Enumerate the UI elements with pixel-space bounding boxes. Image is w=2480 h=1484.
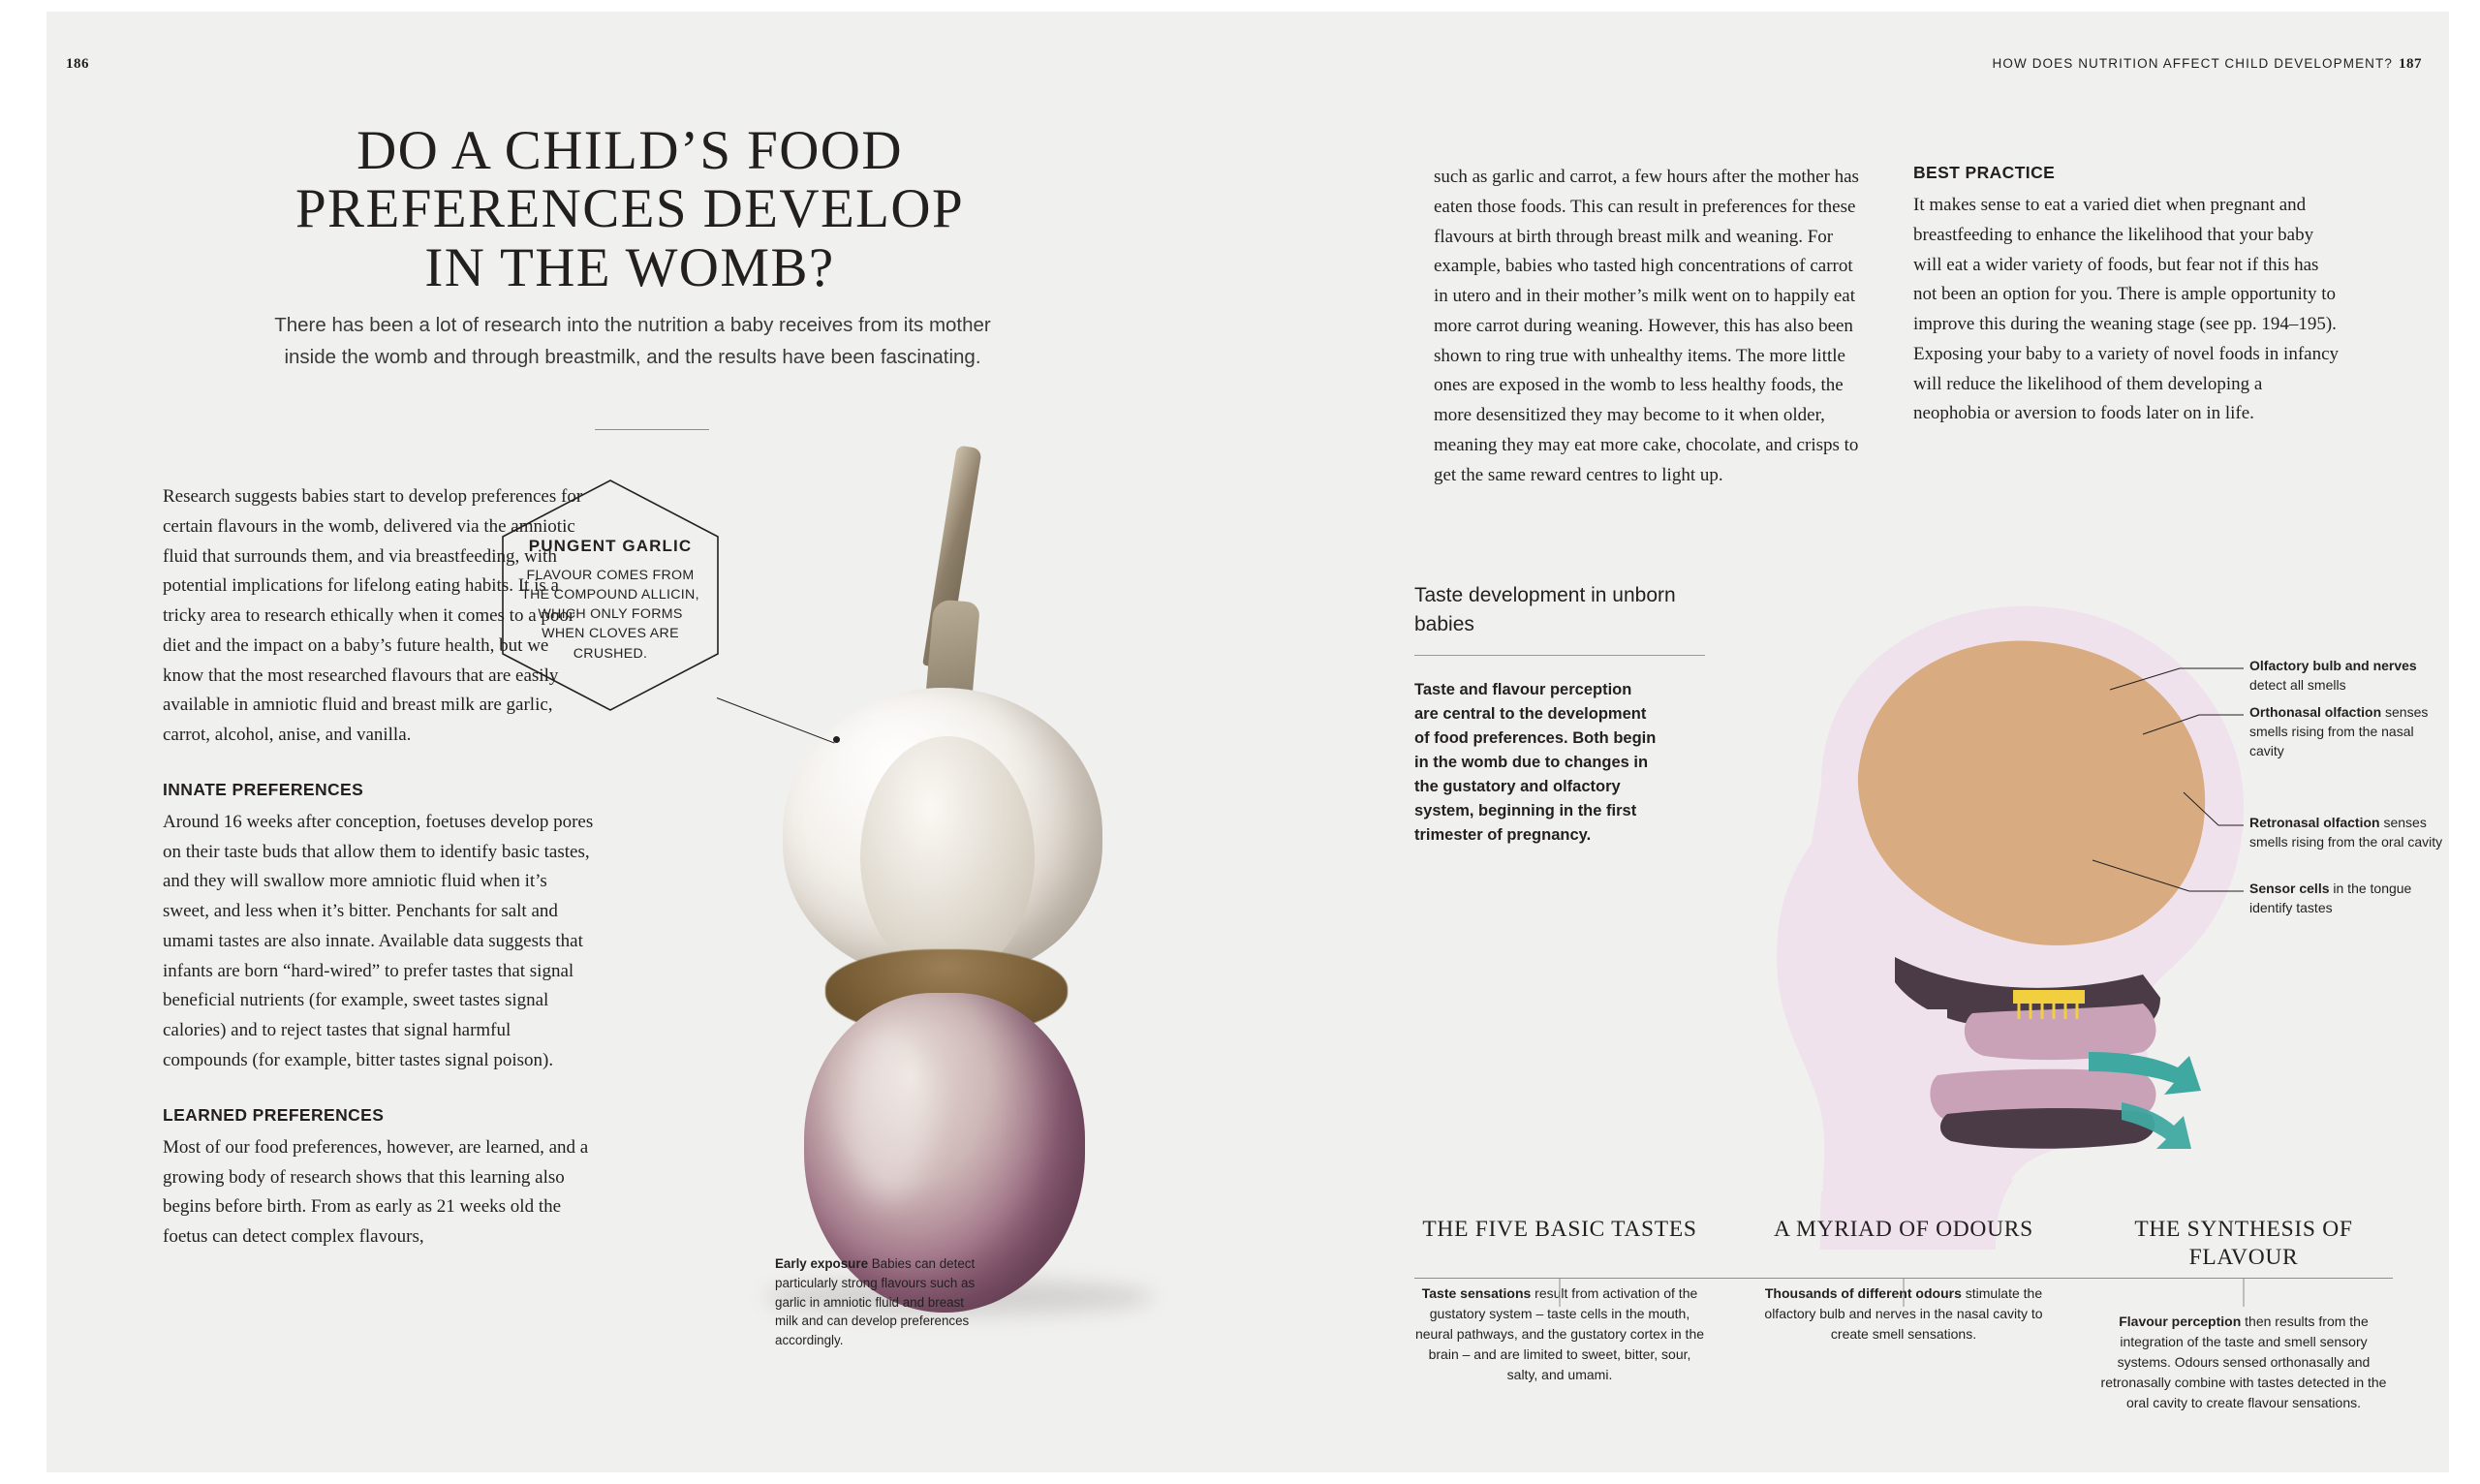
bottom-heading-2: A MYRIAD OF ODOURS	[1774, 1217, 2033, 1242]
right-column	[1913, 163, 2340, 429]
label-retronasal-rest: senses smells rising from the oral cavity	[2249, 815, 2443, 850]
callout-leader-dot	[833, 736, 840, 743]
bottom-text-2-rest: stimulate the olfactory bulb and nerves in the nasal cavity to create smell sensations.	[1764, 1285, 2043, 1343]
diagram-intro: Taste and flavour perception are central to the development of food preferences. Both begin in the womb due to changes in the gustatory and olfactory system, beginning in the first trimester of pregnancy.	[1414, 681, 1657, 845]
bottom-text-1-rest: result from activation of the gustatory system – taste cells in the mouth, neural pathways, and the gustatory cortex in the brain – and are limited to sweet, bitter, sour, salty, and umami.	[1414, 1285, 1705, 1383]
label-olfactory-bulb-rest: detect all smells	[2249, 676, 2346, 693]
running-head-text: HOW DOES NUTRITION AFFECT CHILD DEVELOPMENT?	[1992, 56, 2393, 71]
diagram-title: Taste development in unborn babies	[1414, 584, 1676, 635]
callout-title: PUNGENT GARLIC	[528, 537, 693, 555]
learned-preferences-paragraph: Most of our food preferences, however, are learned, and a growing body of research shows that this learning also begins before birth. From as early as 21 weeks old the foetus can detect complex flavours,	[163, 1136, 589, 1248]
best-practice-heading: BEST PRACTICE	[1913, 163, 2056, 182]
label-orthonasal-bold: Orthonasal olfaction	[2249, 704, 2382, 720]
label-sensor-cells-rest: in the tongue identify tastes	[2249, 881, 2412, 915]
page-title: DO A CHILD’S FOOD PREFERENCES DEVELOP IN THE WOMB?	[294, 120, 965, 298]
bottom-heading-3: THE SYNTHESIS OF FLAVOUR	[2134, 1217, 2353, 1271]
innate-preferences-heading: INNATE PREFERENCES	[163, 779, 364, 799]
caption-lead: Early exposure	[775, 1256, 869, 1271]
label-olfactory-bulb	[2249, 657, 2443, 696]
label-retronasal-olfaction	[2249, 814, 2443, 852]
left-intro-paragraph: Research suggests babies start to develop preferences for certain flavours in the womb, delivered via the amniotic fluid that surrounds them, and via breastfeeding, with potential implications for lifelong eating habits. It is a tricky area to research ethically when it comes to a poor diet and the impact on a baby’s future health, but we know that the most researched flavours that are easily available in amniotic fluid and breast milk are garlic, carrot, alcohol, anise, and vanilla.	[163, 486, 583, 746]
bottom-text-3-bold: Flavour perception	[2119, 1314, 2242, 1330]
innate-preferences-paragraph: Around 16 weeks after conception, foetuses develop pores on their taste buds that allow them to identify basic tastes, and they will swallow more amniotic fluid when it’s sweet, and less when it’s bitter. Penchants for salt and umami tastes are also innate. Available data suggests that infants are born “hard-wired” to prefer tastes that signal beneficial nutrients (for example, sweet tastes signal calories) and to reject tastes that signal harmful compounds (for example, bitter tastes signal poison).	[163, 811, 594, 1071]
running-head-right	[1993, 56, 2422, 73]
label-sensor-cells	[2249, 880, 2443, 918]
bottom-summary-columns	[1414, 1216, 2393, 1438]
label-olfactory-bulb-bold: Olfactory bulb and nerves	[2249, 658, 2417, 673]
standfirst: There has been a lot of research into the nutrition a baby receives from its mother inside the womb and through breastmilk, and the results have been fascinating.	[274, 314, 991, 368]
middle-column-paragraph: such as garlic and carrot, a few hours after the mother has eaten those foods. This can result in preferences for these flavours at birth through breast milk and weaning. For example, babies who tasted high concentrations of carrot in utero and in their mother’s milk went on to happily eat more carrot during weaning. However, this has also been shown to ring true with unhealthy items. The more little ones are exposed in the womb to less healthy foods, the more desensitized they may become to it when older, meaning they may eat more cake, chocolate, and crisps to get the same reward centres to light up.	[1434, 167, 1859, 485]
divider-rule	[595, 429, 709, 430]
bottom-text-2-bold: Thousands of different odours	[1764, 1285, 1962, 1302]
best-practice-paragraph: It makes sense to eat a varied diet when pregnant and breastfeeding to enhance the likelihood that your baby will eat a wider variety of foods, but fear not if this has not been an option for you. There is ample opportunity to improve this during the weaning stage (see pp. 194–195). Exposing your baby to a variety of novel foods in infancy will reduce the likelihood of them developing a neophobia or aversion to foods later on in life.	[1913, 195, 2340, 424]
bottom-tick-marks	[1414, 1278, 2393, 1311]
learned-preferences-heading: LEARNED PREFERENCES	[163, 1104, 385, 1125]
folio-left: 186	[66, 56, 89, 72]
bottom-text-1-bold: Taste sensations	[1421, 1285, 1532, 1302]
callout-text	[516, 537, 704, 664]
label-orthonasal-rest: senses smells rising from the nasal cavity	[2249, 704, 2429, 758]
caption-text: Babies can detect particularly strong flavours such as garlic in amniotic fluid and breast milk and can develop preferences accordingly.	[775, 1256, 976, 1348]
label-orthonasal-olfaction	[2249, 703, 2443, 761]
label-sensor-cells-bold: Sensor cells	[2249, 881, 2330, 896]
folio-right: 187	[2399, 56, 2422, 72]
bottom-text-3	[2098, 1312, 2389, 1413]
garlic-bulb-highlight	[860, 736, 1035, 978]
pungent-garlic-callout	[499, 477, 722, 714]
callout-body: FLAVOUR COMES FROM THE COMPOUND ALLICIN, WHICH ONLY FORMS WHEN CLOVES ARE CRUSHED.	[521, 568, 699, 662]
bottom-column-3	[2098, 1216, 2389, 1413]
onion-highlight	[845, 1027, 932, 1201]
photo-caption	[775, 1254, 983, 1350]
middle-column	[1434, 163, 1870, 490]
bottom-text-3-rest: then results from the integration of the taste and smell sensory systems. Odours sensed orthonasally and retronasally combine with tastes detected in the oral cavity to create flavour sensations.	[2100, 1314, 2387, 1411]
bottom-heading-1: THE FIVE BASIC TASTES	[1422, 1217, 1697, 1242]
label-retronasal-bold: Retronasal olfaction	[2249, 815, 2380, 830]
